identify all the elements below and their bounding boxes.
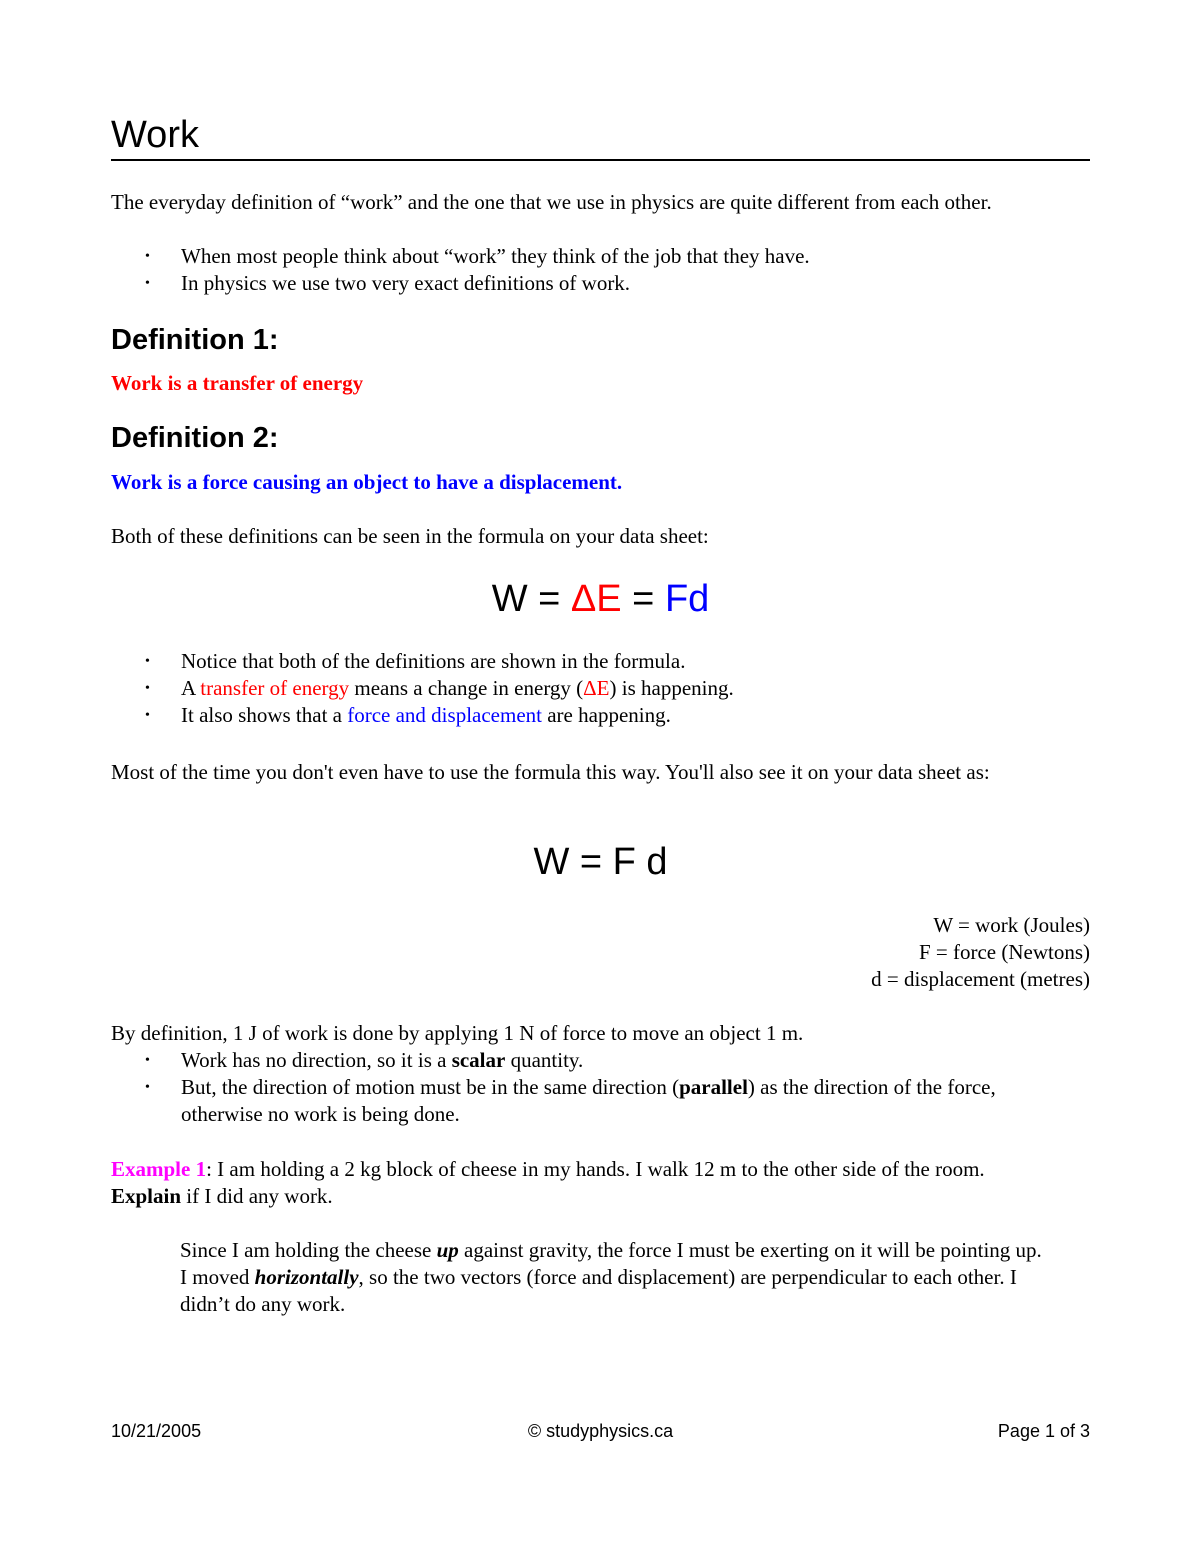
list-item: • Notice that both of the definitions are shown in the formula. [145,649,686,673]
legend-work: W = work (Joules) [933,913,1090,937]
bullet-icon: • [145,681,150,696]
footer-page-number: Page 1 of 3 [997,1421,1090,1441]
definition-1-text: Work is a transfer of energy [111,371,364,395]
list-item: • But, the direction of motion must be in the same direction (parallel) as the direction of the force, otherwise no work is being done. [145,1075,996,1126]
list-item: • It also shows that a force and displacement are happening. [145,703,671,727]
example-1-question: Example 1: I am holding a 2 kg block of cheese in my hands. I walk 12 m to the other side of the room. Explain if I did any work. [111,1157,985,1208]
footer-date: 10/21/2005 [111,1421,202,1441]
most-of-the-time-paragraph: Most of the time you don't even have to use the formula this way. You'll also see it on your data sheet as: [111,760,990,784]
legend-displacement: d = displacement (metres) [871,967,1090,991]
title-underline [111,159,1090,161]
bullet-icon: • [145,249,150,264]
bullet-icon: • [145,1080,150,1095]
intro-bullet-list [111,243,1090,297]
bullet-icon: • [145,654,150,669]
list-item: • Work has no direction, so it is a scalar quantity. [145,1048,584,1072]
definition-2-text: Work is a force causing an object to have a displacement. [111,470,623,494]
page-title: Work [111,114,199,156]
formula-fd: Fd [664,578,710,620]
list-item: • In physics we use two very exact definitions of work. [145,271,631,295]
document-page [111,0,1090,1553]
formula-delta-e: ΔE [570,578,622,620]
definition-2-heading: Definition 2: [111,422,279,454]
bullet-icon: • [145,276,150,291]
intro-paragraph: The everyday definition of “work” and the one that we use in physics are quite different from each other. [111,190,992,214]
example-1-label: Example 1 [111,1157,207,1181]
example-1-answer: Since I am holding the cheese up against gravity, the force I must be exerting on it will be pointing up. I moved horizontally, so the two vectors (force and displacement) are perpendicular to each other. I didn’t do any work. [180,1238,1042,1316]
variable-legend [690,912,1090,993]
list-item: • A transfer of energy means a change in energy (ΔE) is happening. [145,676,734,700]
definition-1-heading: Definition 1: [111,324,279,356]
by-definition-paragraph: By definition, 1 J of work is done by applying 1 N of force to move an object 1 m. [111,1021,804,1045]
footer-site: © studyphysics.ca [527,1421,674,1441]
bullet-icon: • [145,1053,150,1068]
by-definition-bullet-list [111,1047,1090,1128]
both-definitions-paragraph: Both of these definitions can be seen in the formula on your data sheet: [111,524,709,548]
formula-w: W [491,578,528,620]
formula-w-de-fd: W = ΔE = Fd [491,578,710,620]
bullet-icon: • [145,708,150,723]
list-item: • When most people think about “work” they think of the job that they have. [145,244,810,268]
notice-bullet-list [111,648,1090,729]
formula-w-f-d: W = F d [533,841,668,883]
legend-force: F = force (Newtons) [918,940,1090,964]
